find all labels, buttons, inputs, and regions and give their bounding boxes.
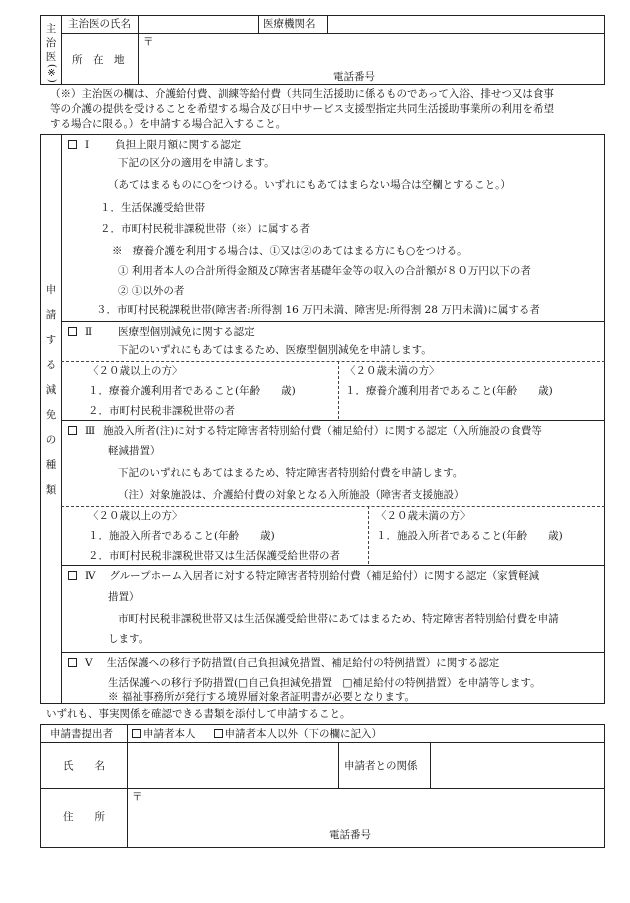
sec1-line: ① 利用者本人の合計所得金額及び障害者基礎年金等の収入の合計額が８０万円以下の者	[118, 265, 531, 277]
sec3-title-cont: 軽減措置）	[108, 445, 161, 457]
sec3-checkbox[interactable]	[68, 426, 77, 435]
sec1-title: Ⅰ 負担上限月額に関する認定	[68, 138, 241, 152]
sec4-body: 市町村民税非課税世帯又は生活保護受給世帯にあてはまるため、特定障害者特別給付費を申請	[118, 613, 559, 625]
sec5-note: ※ 福祉事務所が発行する境界層対象者証明書が必要となります。	[108, 691, 415, 703]
submitter-options: 申請者本人 申請者本人以外（下の欄に記入）	[132, 727, 382, 741]
sec1-line: １．生活保護受給世帯	[100, 202, 205, 214]
attach-note: いずれも、事実関係を確認できる書類を添付して申請すること。	[46, 708, 351, 720]
sec5-title: Ⅴ 生活保護への移行予防措置(自己負担減免措置、補足給付の特例措置）に関する認定	[68, 656, 499, 670]
sec2-left-head: 〈２０歳以上の方〉	[88, 365, 183, 377]
sec3-right-item: １．施設入所者であること(年齢 歳)	[376, 530, 563, 542]
doctor-address-label: 所 在 地	[72, 54, 125, 66]
sec2-right-head: 〈２０歳未満の方〉	[345, 365, 440, 377]
sec1-line: ② ①以外の者	[118, 285, 185, 297]
sec3-left-item: １．施設入所者であること(年齢 歳)	[88, 530, 275, 542]
reduction-side-label: 申 請 す る 減 免 の 種 類	[45, 284, 57, 496]
doctor-name-label: 主治医の氏名	[68, 18, 131, 30]
sec3-title: Ⅲ 施設入所者(注)に対する特定障害者特別給付費（補足給付）に関する認定（入所施設の食費等	[68, 424, 542, 438]
doctor-note-line-3: する場合に限る。）を申請する場合記入すること。	[50, 118, 287, 130]
opt-self-checkbox[interactable]	[132, 729, 141, 738]
sec2-checkbox[interactable]	[68, 327, 77, 336]
doctor-note-line-2: 等の介護の提供を受けることを希望する場合及び日中サービス支援型指定共同生活援助事業所の利用を希望	[50, 103, 554, 115]
sec3-note: （注）対象施設は、介護給付費の対象となる入所施設（障害者支援施設）	[118, 489, 465, 501]
sec2-intro: 下記のいずれにもあてはまるため、医療型個別減免を申請します。	[118, 344, 432, 356]
sec4-body-cont: します。	[108, 633, 150, 645]
sec1-line: 下記の区分の適用を申請します。	[118, 157, 275, 169]
submitter-address-field[interactable]	[150, 792, 600, 824]
doctor-postal-mark: 〒	[143, 36, 154, 48]
opt-other-checkbox[interactable]	[214, 729, 223, 738]
sec3-intro: 下記のいずれにもあてはまるため、特定障害者特別給付費を申請します。	[118, 467, 464, 479]
sec3-left-head: 〈２０歳以上の方〉	[88, 510, 183, 522]
sec2-left-item: １．療養介護利用者であること(年齢 歳)	[88, 385, 296, 397]
sec5-body: 生活保護への移行予防措置(□自己負担減免措置 □補足給付の特例措置）を申請等します。	[108, 677, 541, 689]
institution-field[interactable]	[330, 17, 602, 31]
submitter-name-label: 氏 名	[63, 760, 105, 772]
submitter-address-label: 住 所	[63, 811, 105, 823]
sec2-left-item: ２．市町村民税非課税世帯の者	[88, 405, 235, 417]
submitter-label: 申請書提出者	[50, 728, 113, 740]
sec2-right-item: １．療養介護利用者であること(年齢 歳)	[345, 385, 553, 397]
submitter-postal-mark: 〒	[132, 791, 143, 803]
doctor-side-label: 主 治 医 (※)	[45, 23, 57, 83]
sec1-line: ※ 療養介護を利用する場合は、①又は②のあてはまる方にも○をつける。	[112, 245, 468, 257]
sec2-title: Ⅱ 医療型個別減免に関する認定	[68, 325, 255, 339]
doctor-note-line-1: （※）主治医の欄は、介護給付費、訓練等給付費（共同生活援助に係るものであって入浴、排せつ又は食事	[50, 88, 554, 100]
sec4-title: Ⅳ グループホーム入居者に対する特定障害者特別給付費（補足給付）に関する認定（家賃軽減	[68, 569, 539, 583]
submitter-name-field[interactable]	[130, 745, 335, 785]
doctor-name-field[interactable]	[140, 17, 256, 31]
doctor-phone-label: 電話番号	[333, 71, 375, 83]
submitter-phone-label: 電話番号	[329, 829, 371, 841]
sec1-line: ２．市町村民税非課税世帯（※）に属する者	[100, 223, 310, 235]
doctor-address-field[interactable]	[160, 36, 600, 68]
sec4-checkbox[interactable]	[68, 571, 77, 580]
sec1-line: （あてはまるものに○をつける。いずれにもあてはまらない場合は空欄とすること。）	[108, 179, 511, 191]
sec4-title-cont: 措置）	[108, 591, 140, 603]
relation-label: 申請者との関係	[344, 760, 418, 772]
sec1-line: ３．市町村民税課税世帯(障害者:所得割 16 万円未満、障害児:所得割 28 万円未満)に属する者	[96, 304, 540, 316]
institution-label: 医療機関名	[263, 18, 316, 30]
sec1-checkbox[interactable]	[68, 140, 77, 149]
sec5-checkbox[interactable]	[68, 658, 77, 667]
sec3-right-head: 〈２０歳未満の方〉	[376, 510, 471, 522]
sec3-left-item: ２．市町村民税非課税世帯又は生活保護受給世帯の者	[88, 550, 340, 562]
relation-field[interactable]	[433, 745, 602, 785]
